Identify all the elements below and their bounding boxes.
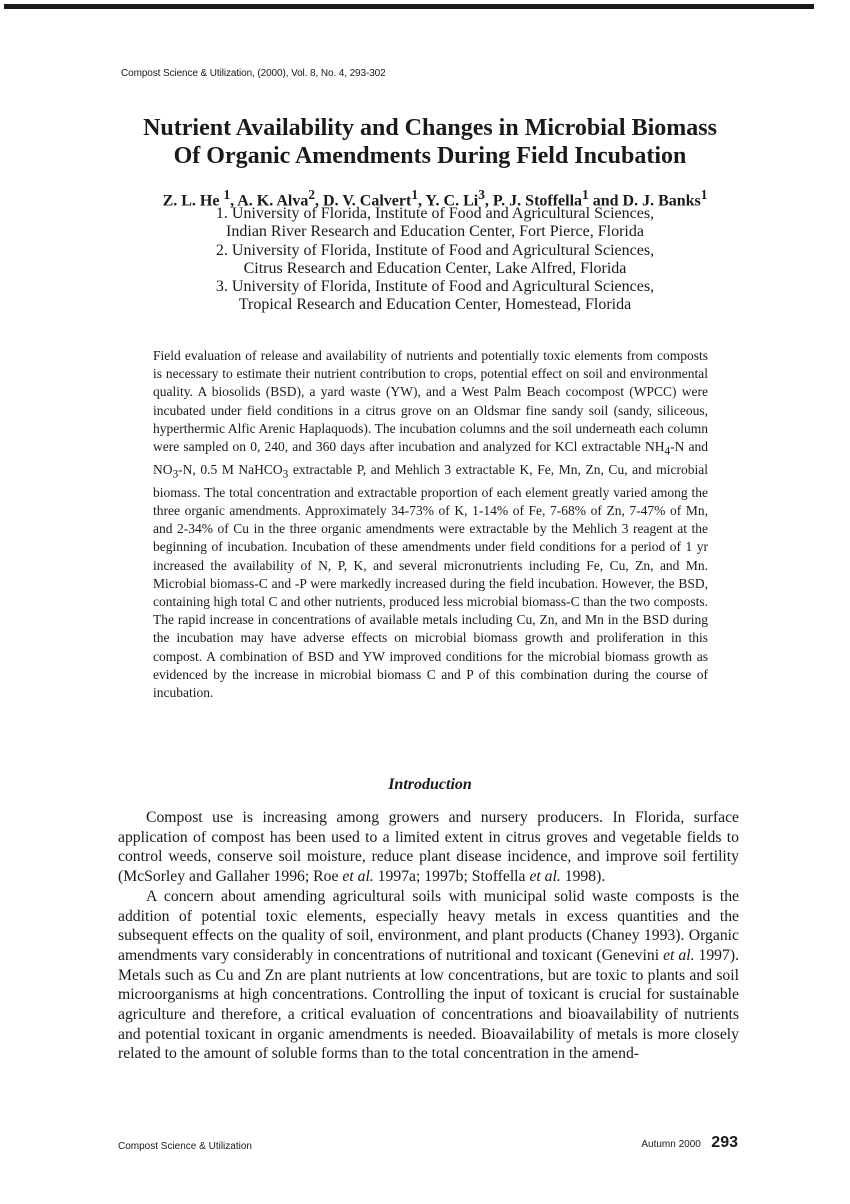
- footer-season: Autumn 2000: [641, 1139, 701, 1150]
- section-heading-introduction: Introduction: [388, 776, 472, 793]
- paragraph-text: 1997a; 1997b; Stoffella: [373, 868, 530, 886]
- paragraph-text: A concern about amending agricultural soils with municipal solid waste composts is the addition of potential toxic elements, especially heavy metals in excess quantities and the subsequent effects on the quality of soil, environment, and plant products (Chaney 1993). Organic amendments vary considerably in concentrations of nutritional and toxicant (Genevini: [118, 887, 739, 964]
- article-title: [100, 114, 760, 170]
- affiliation-list: [100, 205, 770, 315]
- et-al: et al.: [342, 868, 374, 886]
- author-name: Z. L. He: [162, 192, 220, 210]
- affiliation-line: 2. University of Florida, Institute of Food and Agricultural Sciences,: [215, 241, 655, 259]
- author-name: A. K. Alva: [237, 192, 309, 210]
- et-al: et al.: [663, 946, 695, 964]
- introduction-body: [118, 808, 739, 1064]
- abstract-text: -N, 0.5 M NaHCO: [178, 461, 283, 477]
- journal-citation: Compost Science & Utilization, (2000), Vol. 8, No. 4, 293-302: [121, 68, 386, 79]
- author-name: D. J. Banks: [622, 192, 701, 210]
- author-affiliation-mark: 1: [700, 187, 708, 202]
- title-line-1: Nutrient Availability and Changes in Microbial Biomass: [143, 115, 717, 141]
- subscript: 4: [664, 445, 671, 458]
- abstract-text: extractable P, and Mehlich 3 extractable K, Fe, Mn, Zn, Cu, and microbial biomass. The total concentration and extractable proportion of each element greatly varied among the three organic amendments. Approximately 34-73% of K, 1-14% of Fe, 7-68% of Zn, 7-47% of Mn, and 2-34% of Cu in the three organic amendments were extractable by the Mehlich 3 reagent at the beginning of incubation. Incubation of these amendments under field conditions for a period of 1 yr increased the availability of N, P, K, and several micronutrients including Fe, Cu, Zn, and Mn. Microbial biomass-C and -P were markedly increased during the field incubation. However, the BSD, containing high total C and other nutrients, produced less microbial biomass-C than the two composts. The rapid increase in concentrations of available metals including Cu, Zn, and Mn in the BSD during the incubation may have adverse effects on microbial biomass growth and proliferation in this compost. A combination of BSD and YW improved conditions for the microbial biomass growth as evidenced by the increase in microbial biomass C and P of this combination during the course of incubation.: [153, 461, 708, 701]
- abstract-text: Field evaluation of release and availability of nutrients and potentially toxic elements from composts is necessary to estimate their nutrient contribution to crops, potential effect on soil and environmental quality. A biosolids (BSD), a yard waste (YW), and a West Palm Beach cocompost (WPCC) were incubated under field conditions in a citrus grove on an Oldsmar fine sandy soil (sandy, siliceous, hyperthermic Alfic Arenic Haplaquods). The incubation columns and the soil underneath each column were sampled on 0, 240, and 360 days after incubation and analyzed for KCl extractable NH: [153, 348, 708, 455]
- et-al: et al.: [529, 868, 561, 886]
- footer-journal: Compost Science & Utilization: [118, 1141, 252, 1152]
- author-name: D. V. Calvert: [323, 192, 412, 210]
- affiliation-line: Citrus Research and Education Center, Lake Alfred, Florida: [243, 259, 627, 277]
- author-conjunction: and: [592, 192, 619, 210]
- paragraph-text: 1997). Metals such as Cu and Zn are plant nutrients at low concentrations, but are toxic to plants and soil microorganisms at high concentrations. Controlling the input of toxicant is crucial for sustainable agriculture and therefore, a critical evaluation of concentrations and bioavailability of nutrients and potential toxicant in organic amendments is needed. Bioavailability of metals is more closely related to the amount of soluble forms than to the total concentration in the amend-: [118, 946, 739, 1063]
- author-affiliation-mark: 2: [308, 187, 316, 202]
- title-line-2: Of Organic Amendments During Field Incubation: [173, 143, 687, 169]
- paragraph-text: Compost use is increasing among growers and nursery producers. In Florida, surface application of compost has been used to a limited extent in citrus groves and vegetable fields to control weeds, conserve soil moisture, reduce plant disease incidence, and improve soil fertility (McSorley and Gallaher 1996; Roe: [118, 809, 739, 886]
- author-affiliation-mark: 1: [582, 187, 589, 202]
- paragraph-text: 1998).: [560, 868, 606, 886]
- footer-page-info: [641, 1134, 738, 1152]
- paragraph: [118, 808, 739, 887]
- header-rule: [4, 4, 814, 9]
- affiliation-line: 1. University of Florida, Institute of Food and Agricultural Sciences,: [215, 205, 655, 222]
- affiliation-line: Indian River Research and Education Center, Fort Pierce, Florida: [226, 223, 644, 241]
- abstract-text: -N and NO: [153, 439, 708, 477]
- subscript: 3: [282, 468, 289, 481]
- author-name: Y. C. Li: [425, 192, 479, 210]
- abstract: [153, 347, 708, 702]
- author-affiliation-mark: 1: [223, 187, 231, 202]
- subscript: 3: [172, 468, 179, 481]
- author-affiliation-mark: 3: [478, 187, 485, 202]
- author-list: Z. L. He $^1$, A. K. Alva$^2$, D. V. Calvert$^1$, Y. C. Li$^3$, P. J. Stoffella$^1$ and D. J. Banks$^1$: [162, 187, 708, 210]
- paragraph: [118, 887, 739, 1064]
- page-number: 293: [711, 1134, 738, 1151]
- author-affiliation-mark: 1: [411, 187, 419, 202]
- affiliation-line: Tropical Research and Education Center, Homestead, Florida: [238, 296, 632, 314]
- author-name: P. J. Stoffella: [492, 192, 583, 210]
- affiliation-line: 3. University of Florida, Institute of Food and Agricultural Sciences,: [215, 278, 655, 296]
